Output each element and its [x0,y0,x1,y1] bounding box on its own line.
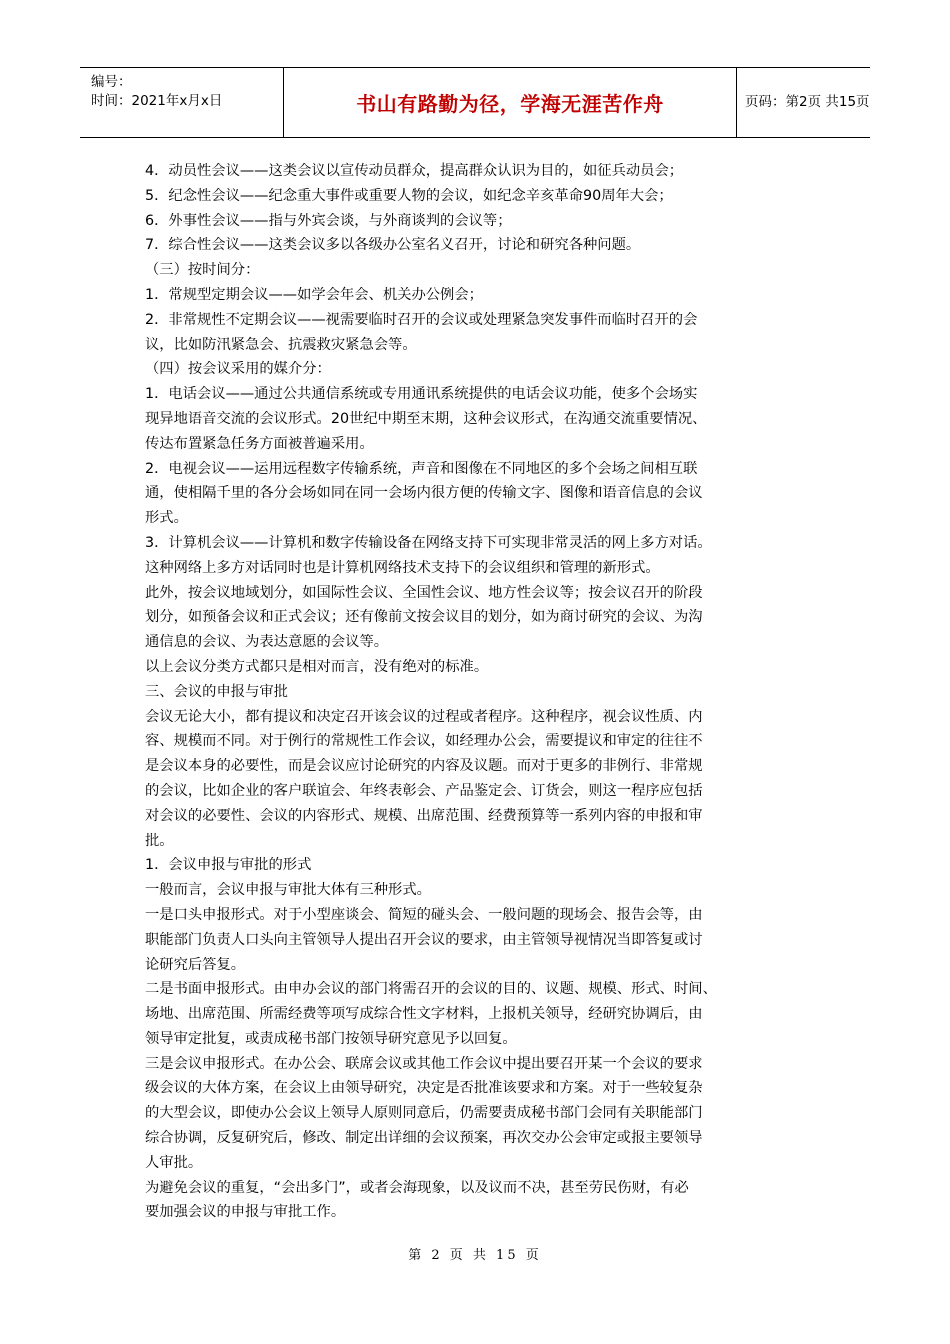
paragraph-line: 通信息的会议、为表达意愿的会议等。 [145,634,389,651]
paragraph-line: 传达布置紧急任务方面被普遍采用。 [145,435,374,452]
paragraph-line: 是会议本身的必要性，而是会议应讨论研究的内容及议题。而对于更多的非例行、非常规 [145,758,703,775]
paragraph-line: 现异地语音交流的会议形式。20世纪中期至末期，这种会议形式，在沟通交流重要情况、 [145,410,707,427]
document-date-label: 时间：2021年x月x日 [91,93,223,109]
paragraph-line: 容、规模而不同。对于例行的常规性工作会议，如经理办公会，需要提议和审定的往往不 [145,733,703,750]
paragraph-line: 1．会议申报与审批的形式 [145,857,312,874]
paragraph-line: 综合协调，反复研究后，修改、制定出详细的会议预案，再次交办公会审定或报主要领导 [145,1130,703,1147]
paragraph-line: 为避免会议的重复，“会出多门”，或者会海现象，以及议而不决，甚至劳民伤财，有必 [145,1179,689,1196]
paragraph-line: （四）按会议采用的媒介分： [145,361,331,378]
paragraph-line: 划分，如预备会议和正式会议；还有像前文按会议目的划分，如为商讨研究的会议、为沟 [145,609,703,626]
page-header [80,67,870,138]
paragraph-line: 批。 [145,832,174,849]
paragraph-line: 1．常规型定期会议——如学会年会、机关办公例会； [145,286,483,303]
paragraph-line: 的会议，比如企业的客户联谊会、年终表彰会、产品鉴定会、订货会，则这一程序应包括 [145,782,703,799]
paragraph-line: （三）按时间分： [145,262,260,279]
header-meta-cell [80,68,284,137]
paragraph-line: 2．电视会议——运用远程数字传输系统，声音和图像在不同地区的多个会场之间相互联 [145,460,698,477]
paragraph-line: 6．外事性会议——指与外宾会谈，与外商谈判的会议等； [145,212,512,229]
paragraph-line: 会议无论大小，都有提议和决定召开该会议的过程或者程序。这种程序，视会议性质、内 [145,708,703,725]
paragraph-line: 以上会议分类方式都只是相对而言，没有绝对的标准。 [145,658,489,675]
paragraph-line: 一般而言，会议申报与审批大体有三种形式。 [145,882,431,899]
paragraph-line: 领导审定批复，或责成秘书部门按领导研究意见予以回复。 [145,1030,517,1047]
paragraph-line: 职能部门负责人口头向主管领导人提出召开会议的要求，由主管领导视情况当即答复或讨 [145,931,703,948]
header-motto-cell [284,68,737,137]
paragraph-line: 1．电话会议——通过公共通信系统或专用通讯系统提供的电话会议功能，使多个会场实 [145,386,698,403]
paragraph-line: 3．计算机会议——计算机和数字传输设备在网络支持下可实现非常灵活的网上多方对话。 [145,534,712,551]
paragraph-line: 通，使相隔千里的各分会场如同在同一会场内很方便的传输文字、图像和语音信息的会议 [145,485,703,502]
paragraph-line: 形式。 [145,510,188,527]
header-motto: 书山有路勤为径，学海无涯苦作舟 [356,92,664,116]
document-body [145,159,810,1225]
paragraph-line: 7．综合性会议——这类会议多以各级办公室名义召开，讨论和研究各种问题。 [145,237,641,254]
paragraph-line: 的大型会议，即使办公会议上领导人原则同意后，仍需要责成秘书部门会同有关职能部门 [145,1105,703,1122]
paragraph-line: 场地、出席范围、所需经费等项写成综合性文字材料，上报机关领导，经研究协调后，由 [145,1006,703,1023]
header-page-label: 页码：第2页 共15页 [745,94,870,110]
page-footer: 第 2 页 共 15 页 [408,1248,542,1263]
paragraph-line: 这种网络上多方对话同时也是计算机网络技术支持下的会议组织和管理的新形式。 [145,559,660,576]
paragraph-line: 级会议的大体方案，在会议上由领导研究，决定是否批准该要求和方案。对于一些较复杂 [145,1080,703,1097]
paragraph-line: 2．非常规性不定期会议——视需要临时召开的会议或处理紧急突发事件而临时召开的会 [145,311,698,328]
document-number-label: 编号： [91,74,132,90]
paragraph-line: 一是口头申报形式。对于小型座谈会、简短的碰头会、一般问题的现场会、报告会等，由 [145,906,703,923]
paragraph-line: 三、会议的申报与审批 [145,683,288,700]
paragraph-line: 三是会议申报形式。在办公会、联席会议或其他工作会议中提出要召开某一个会议的要求 [145,1055,703,1072]
paragraph-line: 二是书面申报形式。由申办会议的部门将需召开的会议的目的、议题、规模、形式、时间、 [145,981,717,998]
header-page-cell [737,68,870,137]
paragraph-line: 人审批。 [145,1154,203,1171]
paragraph-line: 论研究后答复。 [145,956,246,973]
paragraph-line: 4．动员性会议——这类会议以宣传动员群众，提高群众认识为目的，如征兵动员会； [145,163,684,179]
paragraph-line: 对会议的必要性、会议的内容形式、规模、出席范围、经费预算等一系列内容的申报和审 [145,807,703,824]
paragraph-line: 此外，按会议地域划分，如国际性会议、全国性会议、地方性会议等；按会议召开的阶段 [145,584,703,601]
paragraph-line: 要加强会议的申报与审批工作。 [145,1204,346,1221]
paragraph-line: 议，比如防汛紧急会、抗震救灾紧急会等。 [145,336,417,353]
paragraph-line: 5．纪念性会议——纪念重大事件或重要人物的会议，如纪念辛亥革命90周年大会； [145,187,673,204]
